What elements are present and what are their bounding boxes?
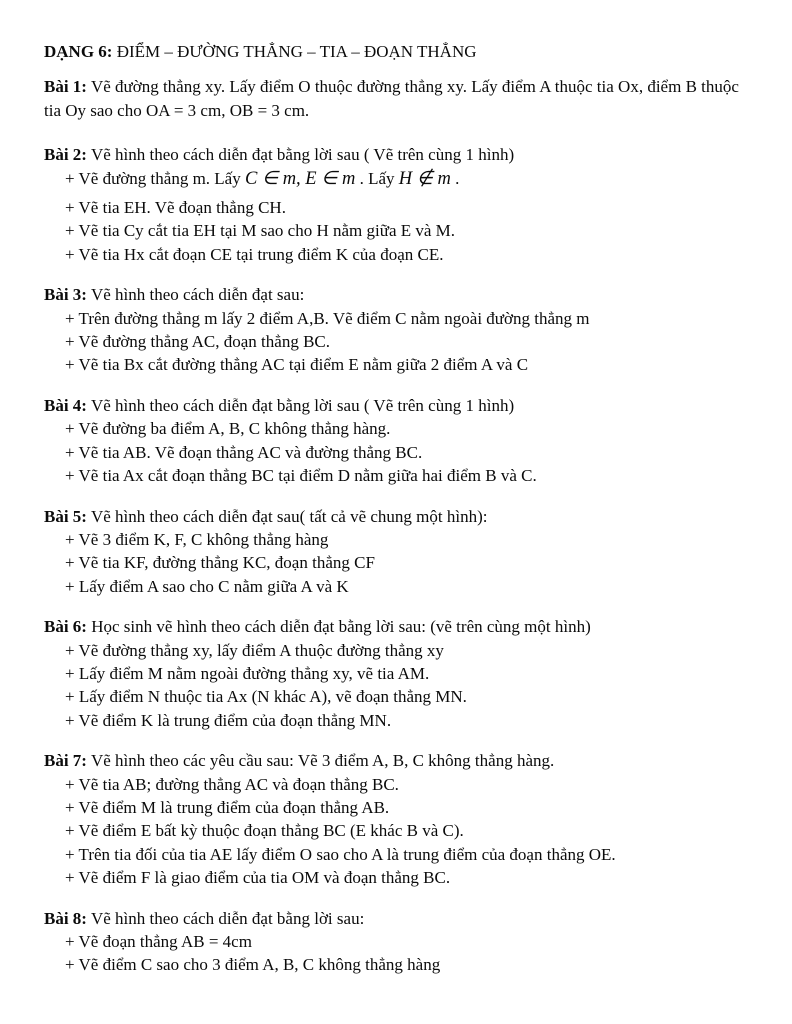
doc-title-text: ĐIỂM – ĐƯỜNG THẲNG – TIA – ĐOẠN THẲNG (116, 42, 477, 61)
exercise-bai-4 (44, 394, 752, 488)
exercise-bai-8 (44, 907, 752, 977)
exercise-heading (44, 283, 752, 306)
exercise-label: Bài 5: (44, 506, 87, 526)
exercise-intro: Vẽ hình theo các yêu cầu sau: Vẽ 3 điểm A, B, C không thẳng hàng. (90, 751, 555, 771)
exercise-line: + Vẽ điểm M là trung điểm của đoạn thẳng AB. (65, 797, 390, 817)
exercise-line: + Lấy điểm M nằm ngoài đường thẳng xy, vẽ tia AM. (65, 663, 430, 683)
exercise-items (44, 307, 752, 377)
exercise-line: + Vẽ tia AB. Vẽ đoạn thẳng AC và đường thẳng BC. (65, 442, 423, 462)
doc-title (44, 40, 752, 63)
exercise-line: + Vẽ đường ba điểm A, B, C không thẳng hàng. (65, 419, 391, 439)
exercise-label: Bài 8: (44, 908, 87, 928)
exercise-line: + Vẽ đoạn thẳng AB = 4cm (65, 932, 252, 951)
exercise-heading (44, 394, 752, 417)
exercise-label: Bài 7: (44, 751, 87, 771)
exercise-line: + Trên đường thẳng m lấy 2 điểm A,B. Vẽ điểm C nằm ngoài đường thẳng m (65, 308, 590, 328)
exercise-intro: Vẽ hình theo cách diễn đạt sau( tất cả vẽ chung một hình): (90, 506, 488, 526)
exercise-line: + Vẽ điểm K là trung điểm của đoạn thẳng MN. (65, 710, 392, 730)
doc-title-label: DẠNG 6: (44, 42, 113, 61)
line-text: + Vẽ đường thẳng m. Lấy (65, 168, 245, 188)
exercise-bai-3 (44, 283, 752, 377)
exercise-label: Bài 2: (44, 145, 87, 165)
exercise-intro: Vẽ hình theo cách diễn đạt sau: (90, 285, 305, 305)
exercise-line: + Vẽ tia KF, đường thẳng KC, đoạn thẳng CF (65, 553, 375, 573)
line-text: . Lấy (355, 168, 399, 188)
line-text: . (450, 168, 460, 188)
exercise-label: Bài 1: (44, 77, 87, 97)
exercise-bai-2 (44, 143, 752, 266)
exercise-items (44, 417, 752, 487)
exercise-items (44, 528, 752, 598)
exercise-line (65, 167, 752, 191)
exercise-line: + Vẽ điểm F là giao điểm của tia OM và đoạn thẳng BC. (65, 868, 451, 888)
exercise-line: + Vẽ điểm C sao cho 3 điểm A, B, C không thẳng hàng (65, 955, 441, 975)
exercise-heading (44, 505, 752, 528)
exercise-heading (44, 143, 752, 166)
exercise-heading (44, 907, 752, 930)
exercise-items (44, 639, 752, 733)
exercise-label: Bài 6: (44, 617, 87, 637)
exercise-line: + Lấy điểm N thuộc tia Ax (N khác A), vẽ đoạn thẳng MN. (65, 687, 467, 707)
exercise-heading (44, 615, 752, 638)
math-expression: H ∉ m (398, 168, 451, 189)
exercise-items (44, 167, 752, 267)
math-expression: C ∈ m, E ∈ m (244, 168, 356, 189)
exercise-line: + Vẽ tia Cy cắt tia EH tại M sao cho H nằm giữa E và M. (65, 221, 456, 241)
exercise-line: + Vẽ tia EH. Vẽ đoạn thẳng CH. (65, 198, 286, 218)
exercise-bai-7 (44, 749, 752, 889)
exercise-label: Bài 4: (44, 395, 87, 415)
exercise-line: + Vẽ tia AB; đường thẳng AC và đoạn thẳng BC. (65, 774, 399, 794)
exercise-line: + Vẽ đường thẳng xy, lấy điểm A thuộc đường thẳng xy (65, 640, 444, 660)
exercise-items (44, 773, 752, 890)
exercise-heading (44, 75, 752, 122)
exercise-items (44, 930, 752, 977)
exercise-bai-1 (44, 75, 752, 122)
exercise-bai-5 (44, 505, 752, 599)
exercise-line: + Vẽ tia Hx cắt đoạn CE tại trung điểm K của đoạn CE. (65, 244, 444, 264)
exercise-line: + Vẽ tia Bx cắt đường thẳng AC tại điểm E nằm giữa 2 điểm A và C (65, 355, 529, 375)
exercise-intro: Học sinh vẽ hình theo cách diễn đạt bằng lời sau: (vẽ trên cùng một hình) (91, 617, 591, 637)
exercise-intro: Vẽ hình theo cách diễn đạt bằng lời sau ( Vẽ trên cùng 1 hình) (90, 395, 515, 415)
exercise-line: + Vẽ 3 điểm K, F, C không thẳng hàng (65, 529, 329, 549)
exercise-intro: Vẽ hình theo cách diễn đạt bằng lời sau ( Vẽ trên cùng 1 hình) (90, 145, 515, 165)
exercise-line: + Vẽ điểm E bất kỳ thuộc đoạn thẳng BC (E khác B và C). (65, 821, 464, 841)
exercise-line: + Vẽ tia Ax cắt đoạn thẳng BC tại điểm D nằm giữa hai điểm B và C. (65, 466, 537, 486)
exercise-label: Bài 3: (44, 285, 87, 305)
exercise-line: + Trên tia đối của tia AE lấy điểm O sao cho A là trung điểm của đoạn thẳng OE. (65, 844, 616, 864)
exercise-intro: Vẽ hình theo cách diễn đạt bằng lời sau: (90, 908, 365, 928)
exercise-intro: Vẽ đường thẳng xy. Lấy điểm O thuộc đường thẳng xy. Lấy điểm A thuộc tia Ox, điểm B thuộc tia Oy sao cho OA = 3 cm, OB = 3 cm. (44, 77, 739, 120)
exercise-line: + Vẽ đường thẳng AC, đoạn thẳng BC. (65, 332, 330, 352)
exercise-bai-6 (44, 615, 752, 732)
exercise-line: + Lấy điểm A sao cho C nằm giữa A và K (65, 576, 349, 596)
exercise-heading (44, 749, 752, 772)
